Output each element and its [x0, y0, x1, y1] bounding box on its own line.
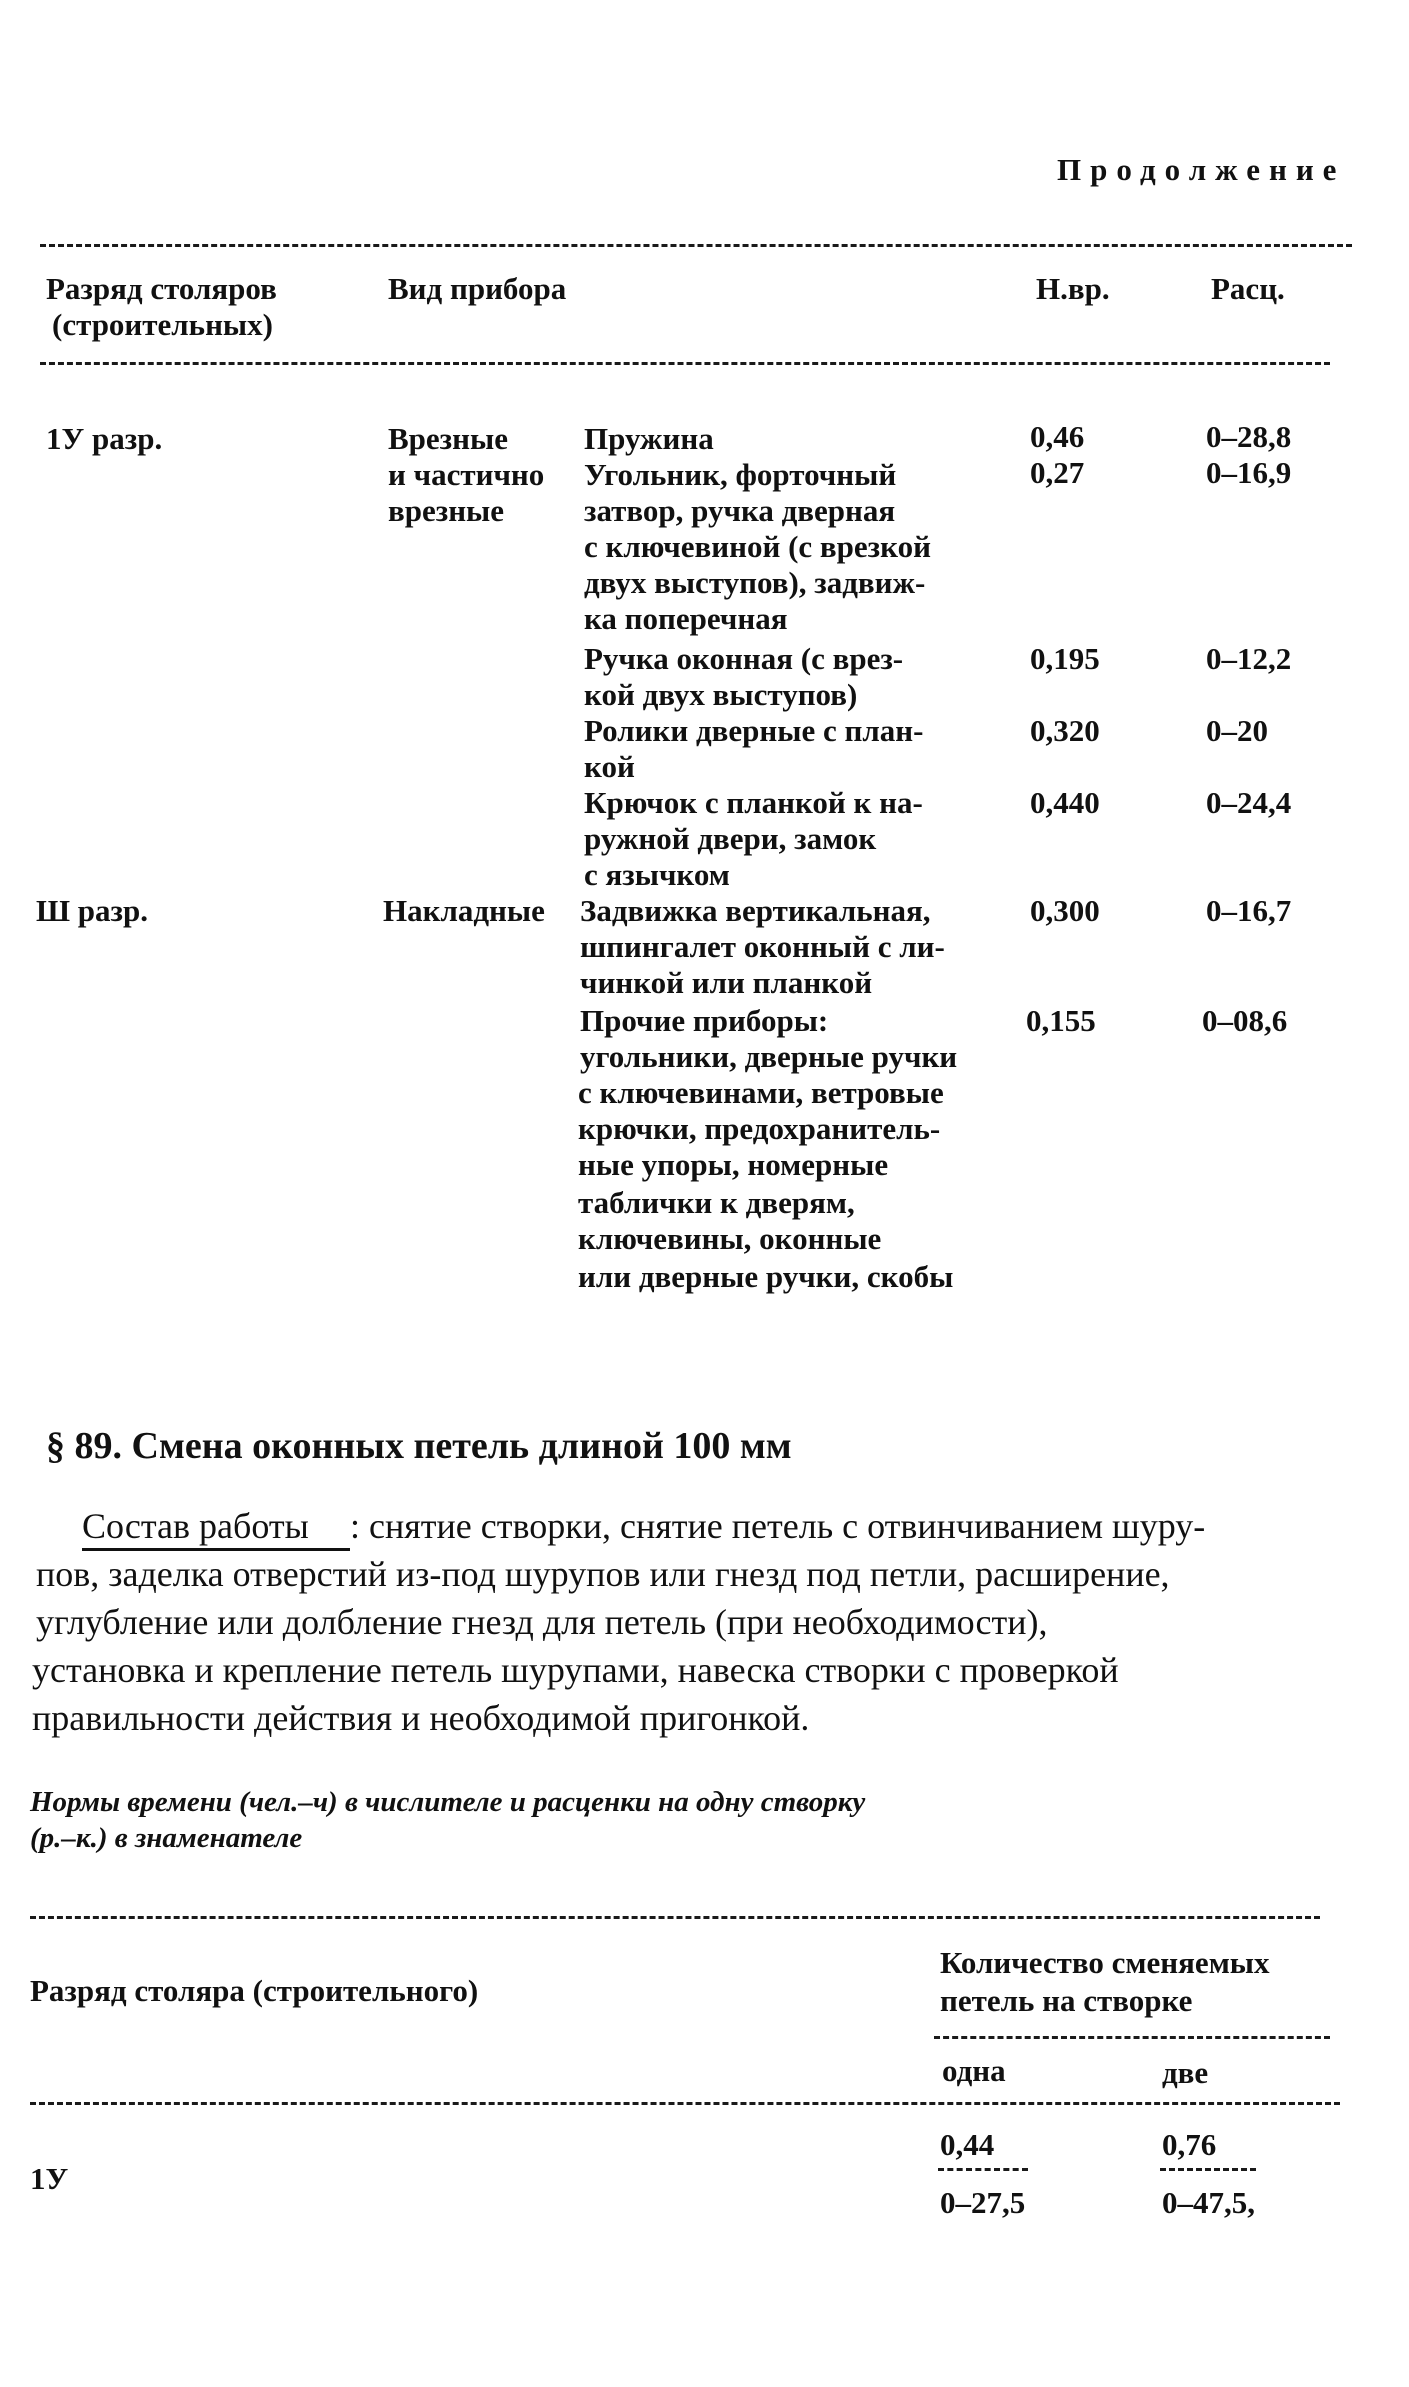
table2-row-rank: 1У — [30, 2161, 69, 2196]
group-surface: Накладные — [383, 893, 545, 928]
table2-header-rank: Разряд столяра (строительного) — [30, 1973, 479, 2008]
composition-text-line: : снятие створки, снятие петель с отвинчиванием шуру- — [350, 1506, 1206, 1546]
device-row-line: угольники, дверные ручки — [580, 1039, 958, 1074]
table2-header-qty-line2: петель на створке — [940, 1983, 1193, 2018]
table2-col-one: одна — [942, 2053, 1006, 2088]
table1-header-rule — [40, 362, 1330, 365]
device-norm: 0,27 — [1030, 455, 1085, 490]
composition-text-line: правильности действия и необходимой пригонкой. — [32, 1698, 810, 1738]
composition-text-line: углубление или долбление гнезд для петель (при необходимости), — [36, 1602, 1048, 1642]
device-row-line: кой — [584, 749, 635, 784]
section-title: § 89. Смена оконных петель длиной 100 мм — [46, 1425, 792, 1467]
device-rate: 0–08,6 — [1202, 1003, 1288, 1038]
device-rate: 0–16,9 — [1206, 455, 1292, 490]
norms-note-line1: Нормы времени (чел.–ч) в числителе и расценки на одну створку — [30, 1786, 866, 1818]
device-rate: 0–24,4 — [1206, 785, 1292, 820]
device-row-line: кой двух выступов) — [584, 677, 858, 712]
table1-header-rank-sub: (строительных) — [52, 307, 273, 342]
device-norm: 0,440 — [1030, 785, 1100, 820]
device-row-line: Ролики дверные с план- — [584, 713, 924, 748]
table2-top-rule — [30, 1916, 1320, 1919]
device-rate: 0–20 — [1206, 713, 1268, 748]
device-row-line: шпингалет оконный с ли- — [580, 929, 945, 964]
composition-text-line: пов, заделка отверстий из-под шурупов или гнезд под петли, расширение, — [36, 1554, 1170, 1594]
device-row-line: Задвижка вертикальная, — [580, 893, 931, 928]
device-row-line: с ключевиной (с врезкой — [584, 529, 931, 564]
device-row-line: затвор, ручка дверная — [584, 493, 896, 528]
fraction-bar-two — [1160, 2168, 1256, 2171]
device-norm: 0,300 — [1030, 893, 1100, 928]
table2-two-norm: 0,76 — [1162, 2127, 1217, 2162]
device-row-line: или дверные ручки, скобы — [578, 1259, 954, 1294]
device-row-line: крючки, предохранитель- — [578, 1111, 941, 1146]
device-row-line: таблички к дверям, — [578, 1185, 855, 1220]
device-row-line: ные упоры, номерные — [578, 1147, 889, 1182]
device-row-line: с язычком — [584, 857, 730, 892]
table2-col-two: две — [1162, 2055, 1209, 2090]
device-norm: 0,320 — [1030, 713, 1100, 748]
group-mortise-line3: врезные — [388, 493, 505, 528]
device-row-line: ключевины, оконные — [578, 1221, 882, 1256]
table1-header-norm: Н.вр. — [1036, 271, 1110, 306]
device-row-line: Крючок с планкой к на- — [584, 785, 923, 820]
norms-note-line2: (р.–к.) в знаменателе — [30, 1822, 303, 1854]
table1-top-rule — [40, 244, 1352, 247]
table2-header-qty-line1: Количество сменяемых — [940, 1945, 1270, 1980]
table2-two-rate: 0–47,5, — [1162, 2185, 1255, 2220]
device-row-line: двух выступов), задвиж- — [584, 565, 926, 600]
composition-text-line: установка и крепление петель шурупами, навеска створки с проверкой — [32, 1650, 1119, 1690]
group-mortise-line1: Врезные — [388, 421, 508, 456]
table2-one-rate: 0–27,5 — [940, 2185, 1026, 2220]
device-norm: 0,46 — [1030, 419, 1085, 454]
device-row-line: ружной двери, замок — [584, 821, 877, 856]
composition-label: Состав работы — [82, 1506, 309, 1546]
device-row-line: Пружина — [584, 421, 714, 456]
device-norm: 0,155 — [1026, 1003, 1096, 1038]
continuation-label: Продолжение — [1057, 152, 1346, 187]
device-row-line: чинкой или планкой — [580, 965, 873, 1000]
device-row-line: Угольник, форточный — [584, 457, 897, 492]
device-norm: 0,195 — [1030, 641, 1100, 676]
rank-3-label: Ш разр. — [36, 893, 148, 928]
device-row-line: ка поперечная — [584, 601, 788, 636]
table2-one-norm: 0,44 — [940, 2127, 995, 2162]
table1-header-device-type: Вид прибора — [388, 271, 567, 306]
device-rate: 0–16,7 — [1206, 893, 1292, 928]
table2-qty-rule — [934, 2036, 1330, 2039]
device-row-line: Ручка оконная (с врез- — [584, 641, 904, 676]
fraction-bar-one — [938, 2168, 1028, 2171]
device-row-line: с ключевинами, ветровые — [578, 1075, 944, 1110]
device-rate: 0–28,8 — [1206, 419, 1292, 454]
table1-header-rank: Разряд столяров — [46, 271, 277, 306]
table2-header-rule — [30, 2102, 1340, 2105]
device-row-line: Прочие приборы: — [580, 1003, 829, 1038]
group-mortise-line2: и частично — [388, 457, 545, 492]
device-rate: 0–12,2 — [1206, 641, 1292, 676]
table1-header-rate: Расц. — [1211, 271, 1285, 306]
rank-4-label: 1У разр. — [46, 421, 163, 456]
